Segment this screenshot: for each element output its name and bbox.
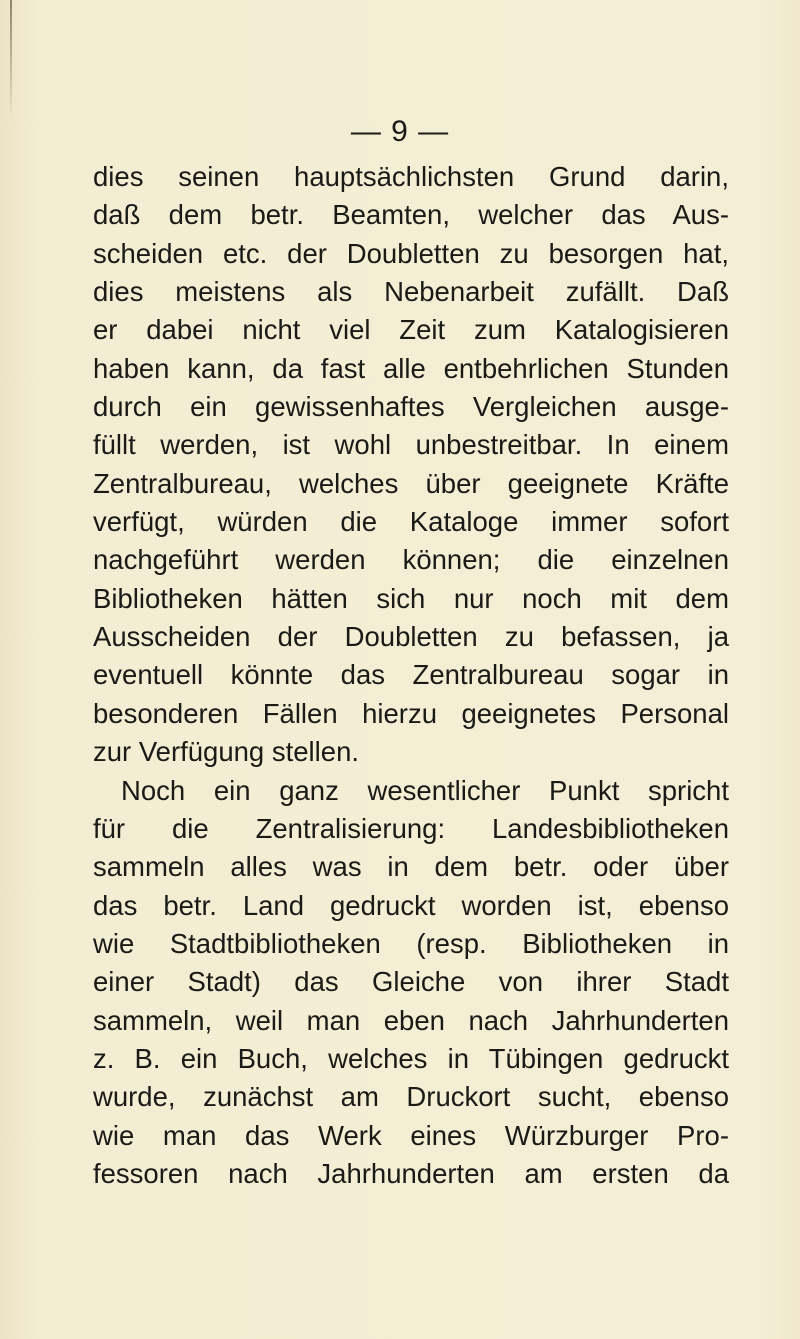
text-line: z. B. ein Buch, welches in Tübingen gedruckt bbox=[93, 1042, 729, 1074]
text-line: Ausscheiden der Doubletten zu befassen, ja bbox=[93, 621, 729, 653]
page-gutter-edge bbox=[10, 0, 12, 120]
text-line: daß dem betr. Beamten, welcher das Aus- bbox=[93, 199, 729, 231]
text-line: nachgeführt werden können; die einzelnen bbox=[93, 544, 729, 576]
page-number: — 9 — bbox=[350, 115, 450, 148]
text-line: fessoren nach Jahrhunderten am ersten da bbox=[93, 1157, 729, 1189]
paragraph-start-line: Noch ein ganz wesentlicher Punkt spricht bbox=[121, 774, 729, 806]
text-line: wie Stadtbibliotheken (resp. Bibliotheken in bbox=[93, 927, 729, 959]
text-line: wie man das Werk eines Würzburger Pro- bbox=[93, 1119, 729, 1151]
text-line: einer Stadt) das Gleiche von ihrer Stadt bbox=[93, 966, 729, 998]
text-line: wurde, zunächst am Druckort sucht, ebenso bbox=[93, 1081, 729, 1113]
text-line: scheiden etc. der Doubletten zu besorgen hat, bbox=[93, 237, 729, 269]
text-line: besonderen Fällen hierzu geeignetes Personal bbox=[93, 697, 729, 729]
body-text bbox=[93, 158, 729, 1193]
text-line: dies seinen hauptsächlichsten Grund darin, bbox=[93, 161, 729, 192]
text-line: sammeln alles was in dem betr. oder über bbox=[93, 851, 729, 883]
text-line: verfügt, würden die Kataloge immer sofort bbox=[93, 506, 729, 538]
text-line: eventuell könnte das Zentralbureau sogar in bbox=[93, 659, 729, 691]
paragraph-end-line: zur Verfügung stellen. bbox=[93, 736, 360, 768]
text-line: dies meistens als Nebenarbeit zufällt. Daß bbox=[93, 276, 729, 308]
text-line: durch ein gewissenhaftes Vergleichen ausge- bbox=[93, 391, 729, 423]
text-line: Bibliotheken hätten sich nur noch mit dem bbox=[93, 582, 729, 614]
text-line: füllt werden, ist wohl unbestreitbar. In einem bbox=[93, 429, 729, 461]
text-line: das betr. Land gedruckt worden ist, ebenso bbox=[93, 889, 729, 921]
text-line: sammeln, weil man eben nach Jahrhunderten bbox=[93, 1004, 729, 1036]
text-line: Zentralbureau, welches über geeignete Kräfte bbox=[93, 467, 729, 499]
text-line: für die Zentralisierung: Landesbibliotheken bbox=[93, 812, 729, 844]
text-line: haben kann, da fast alle entbehrlichen Stunden bbox=[93, 352, 729, 384]
text-line: er dabei nicht viel Zeit zum Katalogisieren bbox=[93, 314, 729, 346]
